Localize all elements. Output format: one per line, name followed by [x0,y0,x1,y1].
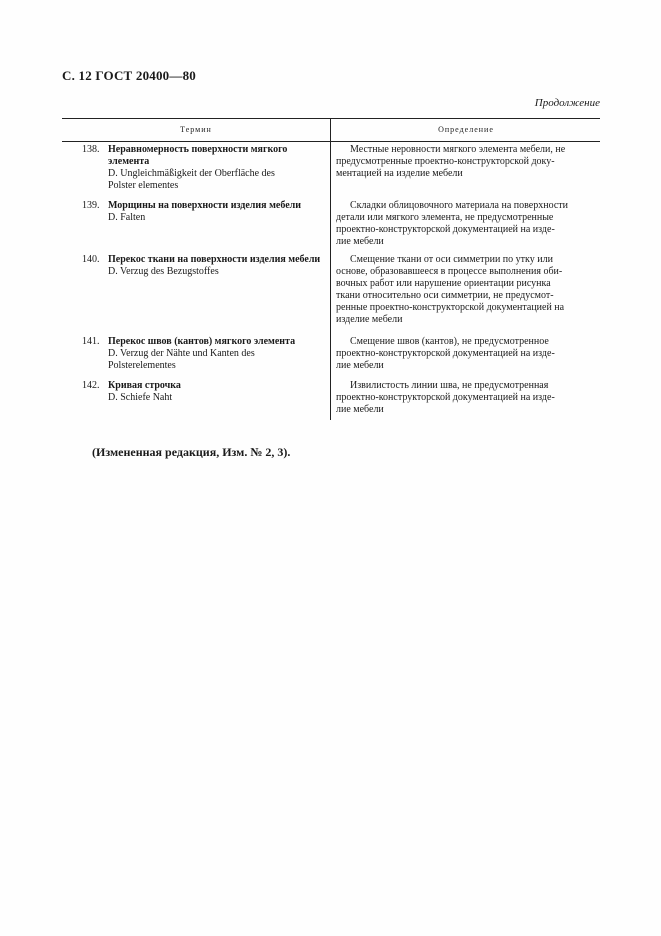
page-header: С. 12 ГОСТ 20400—80 [62,68,196,83]
definition-line: проектно-конструкторской документацией на изде- [336,348,555,359]
term-cell [82,200,328,224]
term-number: 139. [82,200,100,211]
term-de-cont: Polster elementes [108,180,179,191]
term-ru: Перекос ткани на поверхности изделия мебели [108,254,321,265]
definition-line: лие мебели [336,236,384,247]
table-header [62,118,600,142]
term-cell [82,254,328,278]
definition-line: детали или мягкого элемента, не предусмотренные [336,212,554,223]
definition-line: ренные проектно-конструкторской документацией на [336,302,565,313]
term-cell [82,380,328,404]
term-number: 140. [82,254,100,265]
definition-line: лие мебели [336,360,384,371]
term-de-cont: Polsterelementes [108,360,176,371]
definition-line: основе, образовавшееся в процессе выполнения оби- [336,266,563,277]
definition-line: проектно-конструкторской документацией на изде- [336,392,555,403]
definition-line: ткани относительно оси симметрии, не предусмот- [336,290,554,301]
definition-cell [336,380,600,416]
term-ru: Неравномерность поверхности мягкого [108,144,288,155]
definition-line: Складки облицовочного материала на поверхности [350,200,568,211]
term-ru: Морщины на поверхности изделия мебели [108,200,301,211]
column-header-definition: Определение [438,125,494,134]
definition-line: Смещение швов (кантов), не предусмотренное [350,336,549,347]
term-number: 138. [82,144,100,155]
continuation-label: Продолжение [534,97,600,109]
term-ru: Кривая строчка [108,380,181,391]
definition-line: Местные неровности мягкого элемента мебели, не [350,144,566,155]
term-ru-cont: элемента [108,156,150,167]
term-number: 142. [82,380,100,391]
term-de: D. Verzug des Bezugstoffes [108,266,219,277]
definition-line: вочных работ или нарушение ориентации рисунка [336,278,551,289]
term-de: D. Ungleichmäßigkeit der Oberfläche des [108,168,275,179]
definition-line: проектно-конструкторской документацией на изде- [336,224,555,235]
term-cell [82,144,328,192]
definition-cell [336,144,600,180]
term-de: D. Verzug der Nähte und Kanten des [108,348,255,359]
term-number: 141. [82,336,100,347]
amendment-note: (Измененная редакция, Изм. № 2, 3). [92,445,291,459]
definition-line: предусмотренные проектно-конструкторской доку- [336,156,555,167]
term-de: D. Falten [108,212,146,223]
column-header-terms: Термин [180,125,212,134]
definition-line: ментацией на изделие мебели [336,168,463,179]
term-ru: Перекос швов (кантов) мягкого элемента [108,336,296,347]
definition-cell [336,336,600,372]
definition-line: изделие мебели [336,314,403,325]
definition-line: лие мебели [336,404,384,415]
definition-cell [336,200,600,248]
terms-table [62,118,600,415]
definition-cell [336,254,600,326]
term-cell [82,336,328,372]
term-de: D. Schiefe Naht [108,392,173,403]
definition-line: Извилистость линии шва, не предусмотренная [350,380,549,391]
column-divider [330,118,331,420]
definition-line: Смещение ткани от оси симметрии по утку или [350,254,553,265]
